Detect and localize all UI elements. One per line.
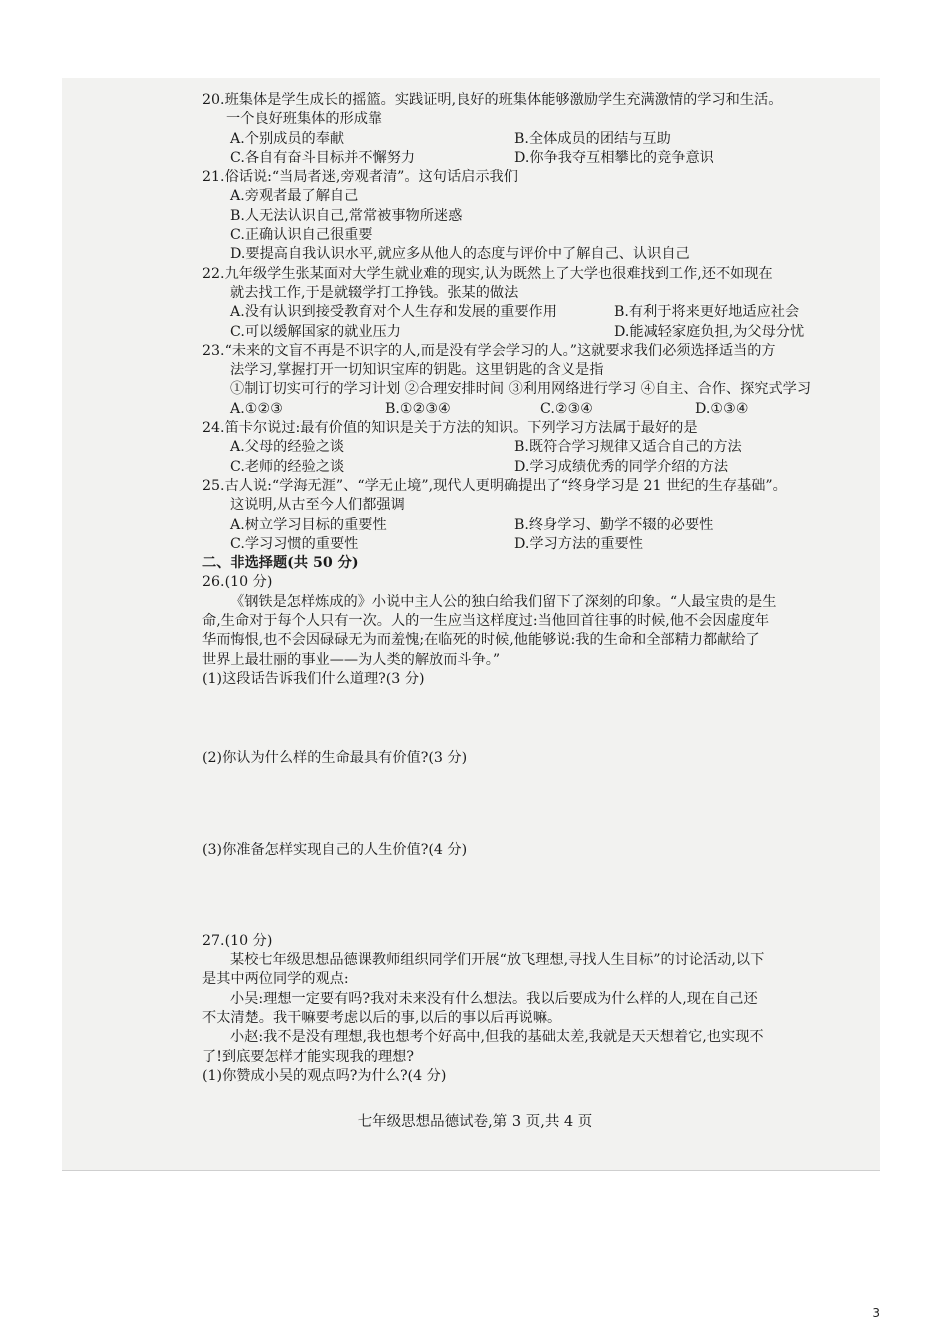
q27-passage-line4: 不太清楚。我干嘛要考虑以后的事,以后的事以后再说嘛。 bbox=[202, 1009, 562, 1026]
answer-space bbox=[202, 860, 882, 932]
q23-stem-line2: 法学习,掌握打开一切知识宝库的钥匙。这里钥匙的含义是指 bbox=[230, 362, 604, 379]
q24-option-d: D.学习成绩优秀的同学介绍的方法 bbox=[514, 458, 729, 475]
q26-heading: 26.(10 分) bbox=[202, 574, 273, 591]
q23-option-b: B.①②③④ bbox=[385, 400, 451, 417]
q20-stem-line1: 20.班集体是学生成长的摇篮。实践证明,良好的班集体能够激励学生充满激情的学习和生活。 bbox=[202, 92, 783, 108]
q21-stem: 21.俗话说:“当局者迷,旁观者清”。这句话启示我们 bbox=[202, 169, 518, 186]
q24-stem: 24.笛卡尔说过:最有价值的知识是关于方法的知识。下列学习方法属于最好的是 bbox=[202, 420, 698, 437]
q23-option-a: A.①②③ bbox=[230, 400, 283, 417]
q23-option-d: D.①③④ bbox=[695, 400, 749, 417]
q26-subquestion-2: (2)你认为什么样的生命最具有价值?(3 分) bbox=[202, 750, 468, 767]
q20-option-b: B.全体成员的团结与互助 bbox=[514, 130, 671, 147]
q22-option-b: B.有利于将来更好地适应社会 bbox=[614, 304, 800, 321]
q20-option-c: C.各自有奋斗目标并不懈努力 bbox=[230, 149, 416, 166]
q24-options-row2 bbox=[202, 458, 882, 477]
q20-option-a: A.个别成员的奉献 bbox=[230, 130, 345, 147]
q24-option-a: A.父母的经验之谈 bbox=[230, 439, 345, 456]
q25-option-d: D.学习方法的重要性 bbox=[514, 535, 643, 552]
q22-option-a: A.没有认识到接受教育对个人生存和发展的重要作用 bbox=[230, 304, 557, 321]
q22-options-row1 bbox=[202, 303, 882, 322]
page-footer: 七年级思想品德试卷,第 3 页,共 4 页 bbox=[357, 1114, 593, 1130]
q27-passage-line3: 小吴:理想一定要有吗?我对未来没有什么想法。我以后要成为什么样的人,现在自己还 bbox=[230, 990, 758, 1007]
q25-stem-line2: 这说明,从古至今人们都强调 bbox=[230, 497, 405, 514]
q26-passage-line2: 命,生命对于每个人只有一次。人的一生应当这样度过:当他回首往事的时候,他不会因虚度年 bbox=[202, 613, 770, 630]
q27-heading: 27.(10 分) bbox=[202, 932, 273, 949]
q26-passage-line3: 华而悔恨,也不会因碌碌无为而羞愧;在临死的时候,他能够说:我的生命和全部精力都献给了 bbox=[202, 632, 760, 649]
q25-options-row2 bbox=[202, 535, 882, 554]
section-heading-nonchoice: 二、非选择题(共 50 分) bbox=[202, 555, 359, 572]
answer-space bbox=[202, 689, 882, 749]
q25-option-b: B.终身学习、勤学不辍的必要性 bbox=[514, 516, 714, 533]
q27-passage-line6: 了!到底要怎样才能实现我的理想? bbox=[202, 1048, 414, 1065]
q21-option-d: D.要提高自我认识水平,就应多从他人的态度与评价中了解自己、认识自己 bbox=[230, 246, 690, 263]
q24-option-b: B.既符合学习规律又适合自己的方法 bbox=[514, 439, 742, 456]
q23-stem-line1: 23.“未来的文盲不再是不识字的人,而是没有学会学习的人。”这就要求我们必须选择适当的方 bbox=[202, 342, 776, 359]
q20-options-row2 bbox=[202, 149, 882, 168]
q26-subquestion-1: (1)这段话告诉我们什么道理?(3 分) bbox=[202, 670, 425, 687]
q25-options-row1 bbox=[202, 516, 882, 535]
q22-option-d: D.能减轻家庭负担,为父母分忧 bbox=[614, 323, 805, 340]
q22-options-row2 bbox=[202, 323, 882, 342]
q24-option-c: C.老师的经验之谈 bbox=[230, 458, 345, 475]
q20-stem-line2: 一个良好班集体的形成靠 bbox=[226, 111, 383, 128]
q21-option-c: C.正确认识自己很重要 bbox=[230, 227, 373, 244]
q22-stem-line1: 22.九年级学生张某面对大学生就业难的现实,认为既然上了大学也很难找到工作,还不如现在 bbox=[202, 265, 773, 282]
q27-subquestion-1: (1)你赞成小吴的观点吗?为什么?(4 分) bbox=[202, 1067, 447, 1084]
q25-stem-line1: 25.古人说:“学海无涯”、“学无止境”,现代人更明确提出了“终身学习是 21 世纪的生存基础”。 bbox=[202, 477, 787, 494]
q22-stem-line2: 就去找工作,于是就辍学打工挣钱。张某的做法 bbox=[230, 284, 519, 301]
q27-passage-line1: 某校七年级思想品德课教师组织同学们开展“放飞理想,寻找人生目标”的讨论活动,以下 bbox=[230, 952, 765, 969]
binding-margin bbox=[62, 90, 88, 1050]
q22-option-c: C.可以缓解国家的就业压力 bbox=[230, 323, 401, 340]
q20-option-d: D.你争我夺互相攀比的竞争意识 bbox=[514, 149, 714, 166]
q26-passage-line1: 《钢铁是怎样炼成的》小说中主人公的独白给我们留下了深刻的印象。“人最宝贵的是生 bbox=[230, 593, 777, 610]
q23-option-c: C.②③④ bbox=[540, 400, 594, 417]
q27-passage-line2: 是其中两位同学的观点: bbox=[202, 971, 349, 988]
q23-items: ①制订切实可行的学习计划 ②合理安排时间 ③利用网络进行学习 ④自主、合作、探究式学习 bbox=[230, 381, 812, 398]
q25-option-a: A.树立学习目标的重要性 bbox=[230, 516, 387, 533]
q21-option-a: A.旁观者最了解自己 bbox=[230, 188, 359, 205]
page-number: 3 bbox=[872, 1306, 880, 1320]
q20-options-row1 bbox=[202, 130, 882, 149]
q24-options-row1 bbox=[202, 438, 882, 457]
q25-option-c: C.学习习惯的重要性 bbox=[230, 535, 359, 552]
q26-subquestion-3: (3)你准备怎样实现自己的人生价值?(4 分) bbox=[202, 841, 468, 858]
q21-option-b: B.人无法认识自己,常常被事物所迷惑 bbox=[230, 207, 463, 224]
answer-space bbox=[202, 769, 882, 841]
exam-content bbox=[202, 91, 882, 1086]
q27-passage-line5: 小赵:我不是没有理想,我也想考个好高中,但我的基础太差,我就是天天想着它,也实现不 bbox=[230, 1029, 764, 1046]
q26-passage-line4: 世界上最壮丽的事业——为人类的解放而斗争。” bbox=[202, 651, 501, 668]
q23-options bbox=[202, 400, 882, 419]
